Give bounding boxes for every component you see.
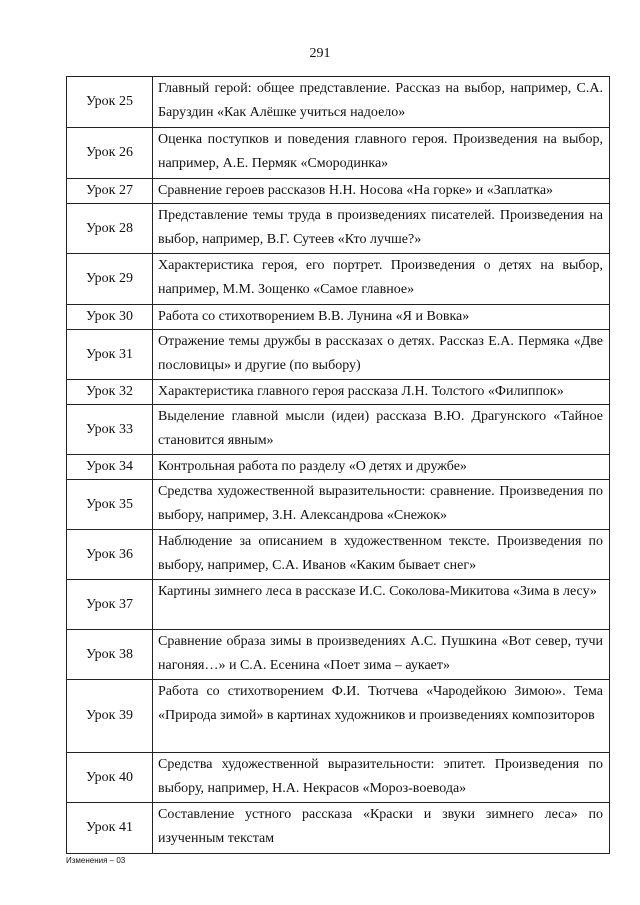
lesson-description: Наблюдение за описанием в художественном тексте. Произведения по выбору, например, С.А. Иванов «Каким бывает снег»	[153, 530, 610, 580]
lesson-row	[67, 530, 610, 580]
lesson-row	[67, 803, 610, 854]
lesson-description: Представление темы труда в произведениях писателей. Произведения на выбор, например, В.Г. Сутеев «Кто лучше?»	[153, 204, 610, 254]
lesson-number: Урок 27	[67, 179, 153, 204]
lesson-row	[67, 405, 610, 455]
lesson-row	[67, 455, 610, 480]
lesson-row	[67, 630, 610, 680]
lesson-row	[67, 204, 610, 254]
lesson-number: Урок 33	[67, 405, 153, 455]
lesson-number: Урок 34	[67, 455, 153, 480]
lesson-row	[67, 330, 610, 380]
lesson-row	[67, 179, 610, 204]
lesson-number: Урок 36	[67, 530, 153, 580]
lesson-row	[67, 305, 610, 330]
lesson-number: Урок 29	[67, 254, 153, 305]
lesson-description: Главный герой: общее представление. Рассказ на выбор, например, С.А. Баруздин «Как Алёшке учиться надоело»	[153, 77, 610, 128]
lesson-plan-table	[66, 76, 610, 854]
lesson-number: Урок 35	[67, 480, 153, 530]
lesson-description: Характеристика героя, его портрет. Произведения о детях на выбор, например, М.М. Зощенко «Самое главное»	[153, 254, 610, 305]
lesson-description: Работа со стихотворением Ф.И. Тютчева «Чародейкою Зимою». Тема «Природа зимой» в картинах художников и произведениях композиторов	[153, 680, 610, 753]
lesson-description: Сравнение образа зимы в произведениях А.С. Пушкина «Вот север, тучи нагоняя…» и С.А. Есенина «Поет зима – аукает»	[153, 630, 610, 680]
lesson-number: Урок 31	[67, 330, 153, 380]
lesson-number: Урок 38	[67, 630, 153, 680]
lesson-number: Урок 28	[67, 204, 153, 254]
footer-note: Изменения – 03	[66, 856, 126, 865]
page-number: 291	[309, 46, 331, 61]
lesson-row	[67, 753, 610, 803]
lesson-row	[67, 380, 610, 405]
lesson-description: Средства художественной выразительности: эпитет. Произведения по выбору, например, Н.А. Некрасов «Мороз-воевода»	[153, 753, 610, 803]
lesson-description: Отражение темы дружбы в рассказах о детях. Рассказ Е.А. Пермяка «Две пословицы» и другие (по выбору)	[153, 330, 610, 380]
lesson-row	[67, 680, 610, 753]
lesson-row	[67, 254, 610, 305]
lesson-row	[67, 128, 610, 179]
lesson-number: Урок 30	[67, 305, 153, 330]
lesson-description: Характеристика главного героя рассказа Л.Н. Толстого «Филиппок»	[153, 380, 610, 405]
lesson-description: Составление устного рассказа «Краски и звуки зимнего леса» по изученным текстам	[153, 803, 610, 854]
lesson-description: Контрольная работа по разделу «О детях и дружбе»	[153, 455, 610, 480]
lesson-row	[67, 77, 610, 128]
lesson-number: Урок 32	[67, 380, 153, 405]
lesson-description: Выделение главной мысли (идеи) рассказа В.Ю. Драгунского «Тайное становится явным»	[153, 405, 610, 455]
lesson-number: Урок 26	[67, 128, 153, 179]
lesson-row	[67, 480, 610, 530]
lesson-number: Урок 39	[67, 680, 153, 753]
lesson-description: Средства художественной выразительности: сравнение. Произведения по выбору, например, З.Н. Александрова «Снежок»	[153, 480, 610, 530]
lesson-number: Урок 41	[67, 803, 153, 854]
lesson-number: Урок 40	[67, 753, 153, 803]
lesson-number: Урок 37	[67, 580, 153, 630]
lesson-row	[67, 580, 610, 630]
lesson-number: Урок 25	[67, 77, 153, 128]
lesson-description: Картины зимнего леса в рассказе И.С. Соколова-Микитова «Зима в лесу»	[153, 580, 610, 630]
lesson-description: Сравнение героев рассказов Н.Н. Носова «На горке» и «Заплатка»	[153, 179, 610, 204]
lesson-description: Оценка поступков и поведения главного героя. Произведения на выбор, например, А.Е. Пермяк «Смородинка»	[153, 128, 610, 179]
lesson-description: Работа со стихотворением В.В. Лунина «Я и Вовка»	[153, 305, 610, 330]
